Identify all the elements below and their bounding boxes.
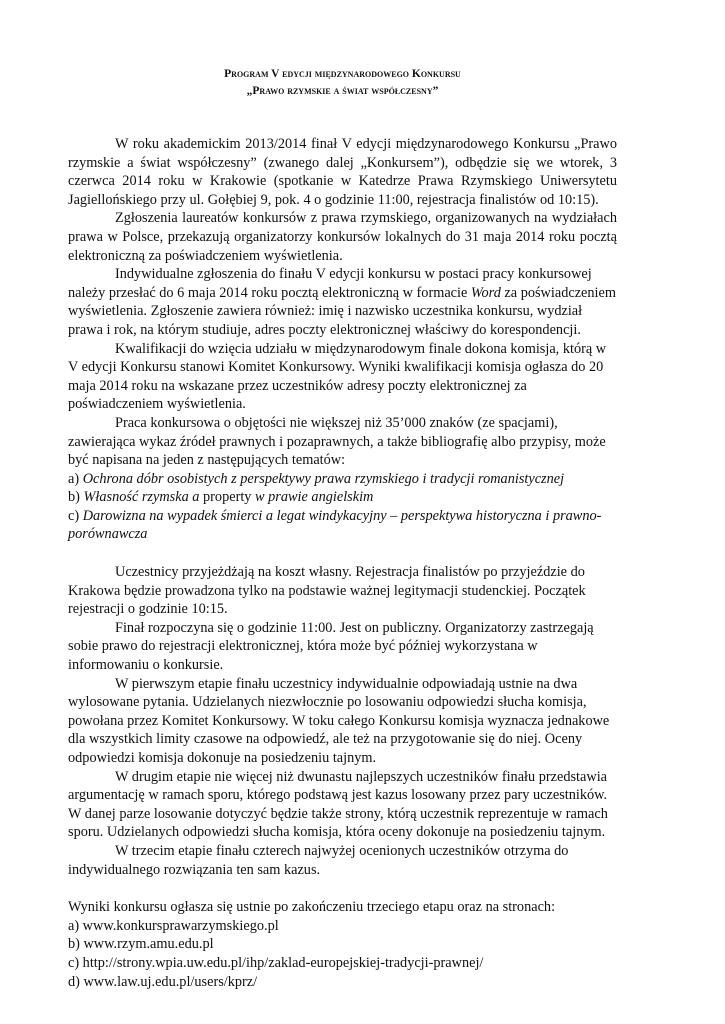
paragraph-stage-one: W pierwszym etapie finału uczestnicy indywidualnie odpowiadają ustnie na dwa wylosowane pytania. Udzielanych niezwłocznie po losowaniu odpowiedzi słucha komisja, powołana przez Komitet Konkursowy. W toku całego Konkursu komisja wyznacza jednakowe dla wszystkich limity czasowe na odpowiedź, ale też na przygotowanie się do niej. Oceny odpowiedzi komisja dokonuje na posiedzeniu tajnym. xyxy=(68,675,610,766)
spacer xyxy=(68,879,617,898)
paragraph-final-start: Finał rozpoczyna się o godzinie 11:00. Jest on publiczny. Organizatorzy zastrzegają sobie prawo do rejestracji elektronicznej, która może być później wykorzystana w informowaniu o konkursie. xyxy=(68,619,594,674)
link-a[interactable]: a) www.konkursprawarzymskiego.pl xyxy=(68,917,279,934)
results-intro: Wyniki konkursu ogłasza się ustnie po zakończeniu trzeciego etapu oraz na stronach: xyxy=(68,899,556,916)
link-d[interactable]: d) www.law.uj.edu.pl/users/kprz/ xyxy=(68,973,258,990)
paragraph-stage-three: W trzecim etapie finału czterech najwyżej ocenionych uczestników otrzyma do indywidualnego rozwiązania ten sam kazus. xyxy=(68,842,569,878)
topic-b-prefix: b) xyxy=(68,489,84,506)
topic-c-prefix: c) xyxy=(68,507,83,524)
paragraph-paper-requirements: Praca konkursowa o objętości nie większej niż 35’000 znaków (ze spacjami), zawierająca wykaz źródeł prawnych i pozaprawnych, a także bibliografię albo przypisy, może być napisana na jeden z następujących tematów: xyxy=(68,414,606,469)
paragraph-final-date: W roku akademickim 2013/2014 finał V edycji międzynarodowego Konkursu „Prawo rzymskie a świat współczesny” (zwanego dalej „Konkursem”), odbędzie się we wtorek, 3 czerwca 2014 roku w Krakowie (spotkanie w Katedrze Prawa Rzymskiego Uniwersytetu Jagiellońskiego przy ul. Gołębiej 9, pok. 4 o godzinie 11:00, rejestracja finalistów od 10:15). xyxy=(68,136,617,208)
paragraph-laureates-submission: Zgłoszenia laureatów konkursów z prawa rzymskiego, organizowanych na wydziałach prawa w Polsce, przekazują organizatorzy konkursów lokalnych do 31 maja 2014 roku pocztą elektroniczną za poświadczeniem wyświetlenia. xyxy=(68,210,617,264)
paragraph-travel-registration: Uczestnicy przyjeżdżają na koszt własny. Rejestracja finalistów po przyjeździe do Krakowa będzie prowadzona tylko na podstawie ważnej legitymacji studenckiej. Początek rejestracji o godzinie 10:15. xyxy=(68,564,586,618)
topic-a xyxy=(68,470,617,489)
submission-text-after: za poświadczeniem wyświetlenia. Zgłoszenie zawiera również: imię i nazwisko uczestnika konkursu, wydział prawa i rok, na którym studiuje, adres poczty elektronicznej właściwy do korespondencji. xyxy=(68,284,616,338)
document-title-line2: „Prawo rzymskie a świat współczesny” xyxy=(246,85,439,97)
topic-c-title: Darowizna na wypadek śmierci a legat windykacyjny – perspektywa historyczna i prawno-porównawcza xyxy=(68,507,602,543)
topic-a-prefix: a) xyxy=(68,470,83,487)
spacer xyxy=(68,544,617,563)
topic-a-title: Ochrona dóbr osobistych z perspektywy prawa rzymskiego i tradycji romanistycznej xyxy=(82,470,565,487)
paragraph-qualification: Kwalifikacji do wzięcia udziału w międzynarodowym finale dokona komisja, którą w V edycji Konkursu stanowi Komitet Konkursowy. Wyniki kwalifikacji komisja ogłasza do 20 maja 2014 roku na wskazane przez uczestników adresy poczty elektronicznej za poświadczeniem wyświetlenia. xyxy=(68,340,607,413)
submission-text-before: Indywidualne zgłoszenia do finału V edycji konkursu w postaci pracy konkursowej należy przesłać do 6 maja 2014 roku pocztą elektroniczną w formacie xyxy=(68,266,592,301)
topic-b-title-part2: property xyxy=(199,489,256,506)
link-b[interactable]: b) www.rzym.amu.edu.pl xyxy=(68,936,214,953)
paragraph-stage-two: W drugim etapie nie więcej niż dwunastu najlepszych uczestników finału przedstawia argumentację w ramach sporu, którego podstawą jest kazus losowany przez pary uczestników. W danej parze losowanie dotyczyć będzie także strony, którą uczestnik reprezentuje w ramach sporu. Udzielanych odpowiedzi słucha komisja, która oceny dokonuje na posiedzeniu tajnym. xyxy=(68,768,608,841)
link-c[interactable]: c) http://strony.wpia.uw.edu.pl/ihp/zaklad-europejskiej-tradycji-prawnej/ xyxy=(68,954,484,971)
word-format-text: Word xyxy=(470,284,501,301)
topic-b-title-part3: w prawie angielskim xyxy=(255,489,374,506)
topic-b xyxy=(68,488,617,507)
document-title-line1: Program V edycji międzynarodowego Konkursu xyxy=(224,68,461,80)
topic-b-title-part1: Własność rzymska a xyxy=(83,489,200,506)
title-block xyxy=(68,66,617,100)
topic-c xyxy=(68,507,617,544)
paragraph-individual-submission xyxy=(68,265,617,339)
